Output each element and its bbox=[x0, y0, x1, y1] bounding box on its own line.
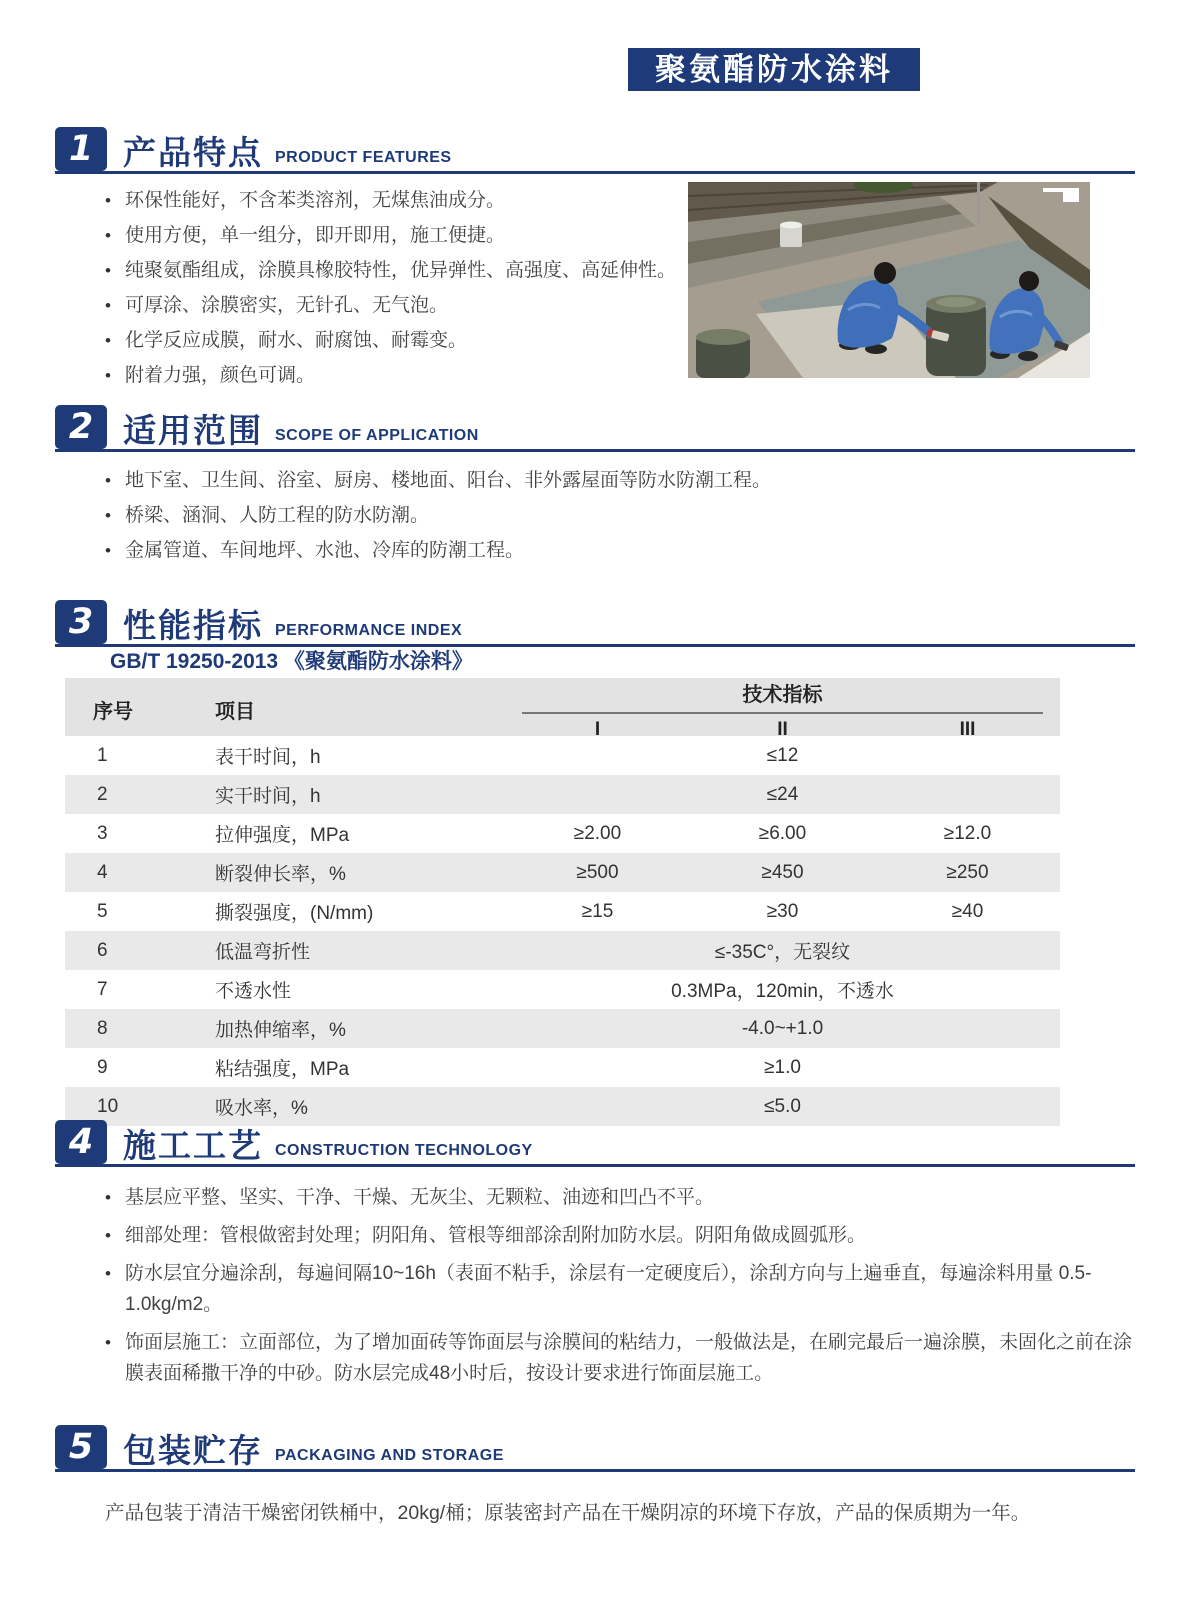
cell-item: 拉伸强度，MPa bbox=[215, 825, 350, 846]
bullet-text: 桥梁、涵洞、人防工程的防水防潮。 bbox=[125, 505, 430, 526]
section1-number-badge: 1 bbox=[55, 127, 107, 171]
list-item bbox=[105, 1258, 1150, 1320]
list-item bbox=[105, 363, 685, 389]
cell-item: 低温弯折性 bbox=[215, 942, 311, 963]
tech-subcolumns bbox=[505, 719, 1060, 741]
section2-number-badge: 2 bbox=[55, 405, 107, 449]
bullet-icon: • bbox=[105, 366, 111, 385]
page-title: 聚氨酯防水涂料 bbox=[628, 48, 920, 91]
cell-no: 1 bbox=[97, 744, 108, 766]
section3-header bbox=[55, 598, 1135, 647]
section4-header bbox=[55, 1118, 1135, 1167]
cell-value: ≤24 bbox=[766, 783, 799, 805]
table-row bbox=[65, 1009, 1060, 1048]
list-item bbox=[105, 328, 685, 354]
cell-item: 表干时间，h bbox=[215, 747, 321, 768]
cell-no: 5 bbox=[97, 900, 108, 922]
cell-item: 吸水率，% bbox=[215, 1098, 308, 1119]
tech-index-label: 技术指标 bbox=[522, 678, 1044, 714]
bullet-text: 饰面层施工：立面部位，为了增加面砖等饰面层与涂膜间的粘结力，一般做法是，在刷完最后一遍涂膜，未固化之前在涂膜表面稀撒干净的中砂。防水层完成48小时后，按设计要求进行饰面层施工。 bbox=[125, 1332, 1133, 1384]
barrel-left bbox=[696, 329, 750, 378]
section5-title-cn: 包装贮存 bbox=[123, 1432, 263, 1469]
cell-no: 9 bbox=[97, 1056, 108, 1078]
white-bucket bbox=[780, 222, 802, 248]
cell-value: -4.0~+1.0 bbox=[741, 1017, 824, 1039]
column-header-item: 项目 bbox=[215, 701, 255, 723]
cell-no: 4 bbox=[97, 861, 108, 883]
section4-title-en: CONSTRUCTION TECHNOLOGY bbox=[275, 1142, 533, 1159]
cell-value: ≤-35C°，无裂纹 bbox=[714, 942, 851, 963]
bullet-text: 金属管道、车间地坪、水池、冷库的防潮工程。 bbox=[125, 540, 525, 561]
table-row bbox=[65, 775, 1060, 814]
section5-header bbox=[55, 1423, 1135, 1472]
table-row bbox=[65, 931, 1060, 970]
packaging-storage-text: 产品包装于清洁干燥密闭铁桶中，20kg/桶；原装密封产品在干燥阴凉的环境下存放，产品的保质期为一年。 bbox=[105, 1502, 1031, 1524]
list-item bbox=[105, 1220, 1150, 1251]
cell-value: ≤12 bbox=[766, 744, 799, 766]
section2-title-en: SCOPE OF APPLICATION bbox=[275, 427, 479, 444]
cell-value-ii: ≥30 bbox=[766, 900, 799, 922]
bullet-text: 细部处理：管根做密封处理；阴阳角、管根等细部涂刮附加防水层。阴阳角做成圆弧形。 bbox=[125, 1225, 867, 1246]
cell-item: 实干时间，h bbox=[215, 786, 321, 807]
section2-bullet-list bbox=[105, 468, 1005, 573]
section2-header bbox=[55, 403, 1135, 452]
cell-item: 断裂伸长率，% bbox=[215, 864, 346, 885]
bullet-text: 可厚涂、涂膜密实，无针孔、无气泡。 bbox=[125, 295, 449, 316]
section3-title-cn: 性能指标 bbox=[123, 607, 263, 644]
bullet-icon: • bbox=[105, 191, 111, 210]
column-header-tech bbox=[505, 678, 1060, 741]
table-header bbox=[65, 678, 1060, 740]
bullet-text: 防水层宜分遍涂刮，每遍间隔10~16h（表面不粘手，涂层有一定硬度后），涂刮方向与上遍垂直，每遍涂料用量 0.5-1.0kg/m2。 bbox=[125, 1263, 1092, 1315]
cell-value-i: ≥2.00 bbox=[573, 822, 622, 844]
list-item bbox=[105, 503, 1005, 529]
cell-value-i: ≥500 bbox=[576, 861, 619, 883]
bullet-icon: • bbox=[105, 1188, 111, 1207]
cell-value-ii: ≥450 bbox=[761, 861, 804, 883]
section1-bullet-list bbox=[105, 188, 685, 398]
cell-value: 0.3MPa，120min，不透水 bbox=[671, 981, 894, 1002]
bullet-text: 化学反应成膜，耐水、耐腐蚀、耐霉变。 bbox=[125, 330, 468, 351]
table-row bbox=[65, 736, 1060, 775]
table-row bbox=[65, 970, 1060, 1009]
column-header-iii: III bbox=[959, 719, 976, 740]
bullet-icon: • bbox=[105, 261, 111, 280]
column-header-ii: II bbox=[777, 719, 788, 740]
section4-title-cn: 施工工艺 bbox=[123, 1127, 263, 1164]
cell-value-iii: ≥250 bbox=[946, 861, 989, 883]
list-item bbox=[105, 468, 1005, 494]
cell-value-i: ≥15 bbox=[581, 900, 614, 922]
list-item bbox=[105, 258, 685, 284]
cell-value: ≥1.0 bbox=[764, 1056, 801, 1078]
bullet-text: 基层应平整、坚实、干净、干燥、无灰尘、无颗粒、油迹和凹凸不平。 bbox=[125, 1187, 715, 1208]
performance-table bbox=[65, 678, 1060, 1126]
product-photo bbox=[688, 182, 1090, 378]
column-header-no: 序号 bbox=[93, 701, 133, 723]
bullet-text: 地下室、卫生间、浴室、厨房、楼地面、阳台、非外露屋面等防水防潮工程。 bbox=[125, 470, 772, 491]
standard-reference: GB/T 19250-2013 《聚氨酯防水涂料》 bbox=[110, 650, 473, 673]
bullet-icon: • bbox=[105, 471, 111, 490]
cell-value-ii: ≥6.00 bbox=[758, 822, 807, 844]
bullet-text: 附着力强，颜色可调。 bbox=[125, 365, 316, 386]
cell-no: 2 bbox=[97, 783, 108, 805]
bullet-icon: • bbox=[105, 331, 111, 350]
column-header-i: I bbox=[594, 719, 601, 740]
list-item bbox=[105, 1327, 1150, 1389]
bullet-icon: • bbox=[105, 506, 111, 525]
cell-no: 8 bbox=[97, 1017, 108, 1039]
table-row bbox=[65, 892, 1060, 931]
cell-item: 粘结强度，MPa bbox=[215, 1059, 350, 1080]
table-row bbox=[65, 853, 1060, 892]
list-item bbox=[105, 1182, 1150, 1213]
table-row bbox=[65, 814, 1060, 853]
section5-number-badge: 5 bbox=[55, 1425, 107, 1469]
list-item bbox=[105, 538, 1005, 564]
section2-title-cn: 适用范围 bbox=[123, 412, 263, 449]
section1-title-cn: 产品特点 bbox=[123, 134, 263, 171]
bullet-text: 环保性能好，不含苯类溶剂，无煤焦油成分。 bbox=[125, 190, 506, 211]
section1-title-en: PRODUCT FEATURES bbox=[275, 149, 452, 166]
section3-number-badge: 3 bbox=[55, 600, 107, 644]
cell-value-iii: ≥12.0 bbox=[943, 822, 992, 844]
list-item bbox=[105, 188, 685, 214]
cell-no: 10 bbox=[97, 1095, 119, 1117]
cell-value: ≤5.0 bbox=[764, 1095, 801, 1117]
bullet-icon: • bbox=[105, 1226, 111, 1245]
bullet-icon: • bbox=[105, 296, 111, 315]
section4-bullet-list bbox=[105, 1182, 1150, 1396]
cell-value-iii: ≥40 bbox=[951, 900, 984, 922]
section3-title-en: PERFORMANCE INDEX bbox=[275, 622, 463, 639]
cell-no: 3 bbox=[97, 822, 108, 844]
cell-no: 6 bbox=[97, 939, 108, 961]
cell-no: 7 bbox=[97, 978, 108, 1000]
list-item bbox=[105, 223, 685, 249]
section1-header bbox=[55, 125, 1135, 174]
section4-number-badge: 4 bbox=[55, 1120, 107, 1164]
bullet-icon: • bbox=[105, 226, 111, 245]
cell-item: 加热伸缩率，% bbox=[215, 1020, 346, 1041]
list-item bbox=[105, 293, 685, 319]
bullet-text: 纯聚氨酯组成，涂膜具橡胶特性，优异弹性、高强度、高延伸性。 bbox=[125, 260, 677, 281]
bullet-icon: • bbox=[105, 1333, 111, 1352]
bullet-text: 使用方便，单一组分，即开即用，施工便捷。 bbox=[125, 225, 506, 246]
bullet-icon: • bbox=[105, 541, 111, 560]
section5-title-en: PACKAGING AND STORAGE bbox=[275, 1447, 504, 1464]
table-row bbox=[65, 1048, 1060, 1087]
pole bbox=[977, 182, 980, 226]
cell-item: 不透水性 bbox=[215, 981, 292, 1002]
cell-item: 撕裂强度，(N/mm) bbox=[215, 903, 374, 924]
bullet-icon: • bbox=[105, 1264, 111, 1283]
